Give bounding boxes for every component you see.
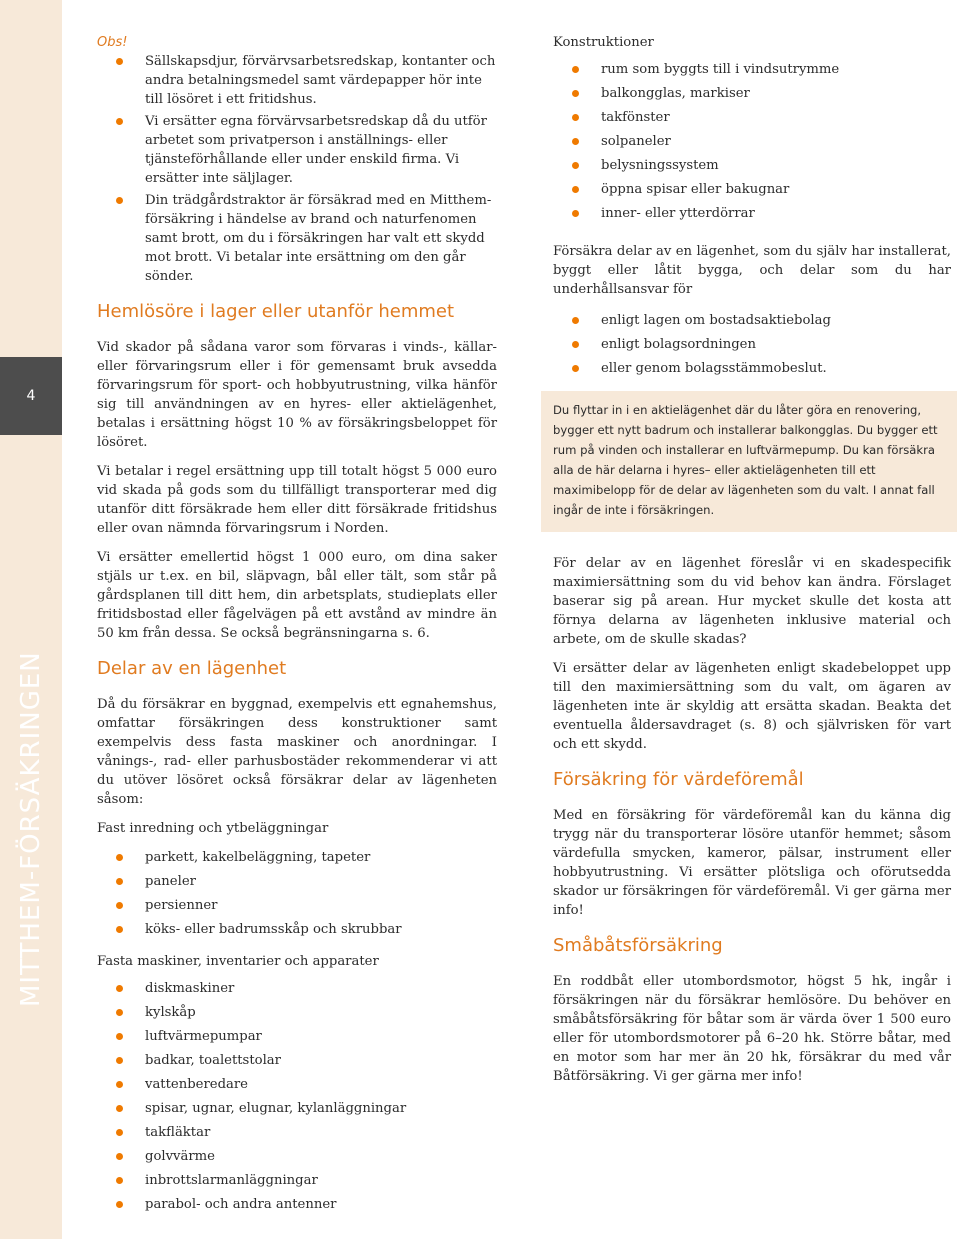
list-item: badkar, toalettstolar (97, 1049, 497, 1073)
bullet-icon (572, 341, 579, 348)
bullet-icon (116, 118, 123, 125)
bullet-icon (572, 66, 579, 73)
list-item: enligt bolagsordningen (553, 333, 951, 357)
bullet-icon (116, 1057, 123, 1064)
bullet-icon (116, 926, 123, 933)
heading-smabat: Småbåtsförsäkring (553, 935, 723, 956)
bullet-icon (572, 186, 579, 193)
bullet-icon (572, 138, 579, 145)
list-item: öppna spisar eller bakugnar (553, 178, 951, 202)
heading-delar: Delar av en lägenhet (97, 658, 287, 679)
list-item: golvvärme (97, 1145, 497, 1169)
inredning-list (97, 846, 497, 942)
label-maskiner: Fasta maskiner, inventarier och apparater (97, 954, 379, 969)
bullet-icon (116, 1033, 123, 1040)
list-item: parabol- och andra antenner (97, 1193, 497, 1217)
bullet-icon (572, 114, 579, 121)
list-item: diskmaskiner (97, 977, 497, 1001)
list-item: rum som byggts till i vindsutrymme (553, 58, 951, 82)
list-item: spisar, ugnar, elugnar, kylanläggningar (97, 1097, 497, 1121)
list-item: takfläktar (97, 1121, 497, 1145)
bullet-icon (116, 902, 123, 909)
list-item: Sällskapsdjur, förvärvsarbetsredskap, kontanter och andra betalningsmedel samt värdepapper hör inte till lösöret i ett fritidshus. (97, 52, 497, 109)
list-item: Vi ersätter egna förvärvsarbetsredskap då du utför arbetet som privatperson i anställnings- eller tjänsteförhållande eller under enskild firma. Vi ersätter inte säljlager. (97, 112, 497, 188)
list-item: inner- eller ytterdörrar (553, 202, 951, 226)
paragraph: Med en försäkring för värdeföremål kan du känna dig trygg när du transporterar lösöre utanför hemmet; såsom värdefulla smycken, kameror, pälsar, instrument eller hobbyutrustning. Vi ersätter plötsliga och oförutsedda skador ur försäkringen för värdeföremål. Vi ger gärna mer info! (553, 808, 951, 918)
label-konstruktioner: Konstruktioner (553, 35, 654, 50)
list-item: paneler (97, 870, 497, 894)
sidebar-title: MITTHEM-FÖRSÄKRINGEN (16, 651, 46, 1007)
list-item: parkett, kakelbeläggning, tapeter (97, 846, 497, 870)
list-item: enligt lagen om bostadsaktiebolag (553, 309, 951, 333)
heading-vardeforemal: Försäkring för värdeföremål (553, 769, 804, 790)
list-item: solpaneler (553, 130, 951, 154)
bullet-icon (116, 58, 123, 65)
bullet-icon (116, 197, 123, 204)
list-item: köks- eller badrumsskåp och skrubbar (97, 918, 497, 942)
paragraph: Vi betalar i regel ersättning upp till totalt högst 5 000 euro vid skada på gods som du tillfälligt transporterar med dig utanför ditt försäkrade hem eller ditt försäkrade fritidshus eller ovan nämnda förvaringsrum i Norden. (97, 464, 497, 536)
bullet-icon (116, 1153, 123, 1160)
list-item: Din trädgårdstraktor är försäkrad med en Mitthem-försäkring i händelse av brand och naturfenomen samt brott, om du i försäkringen har valt ett skydd mot brott. Vi betalar inte ersättning om den går sönder. (97, 191, 497, 286)
info-callout: Du flyttar in i en aktielägenhet där du låter göra en renovering, bygger ett nytt badrum och installerar balkongglas. Du bygger ett rum på vinden och installerar en luftvärmepump. Du kan försäkra alla de här delarna i hyres– eller aktielägenheten till ett maximibelopp för de delar av lägenheten som du valt. I annat fall ingår de inte i försäkringen. (541, 391, 957, 532)
paragraph: En roddbåt eller utombordsmotor, högst 5 hk, ingår i försäkringen när du försäkrar hemlösöre. Du behöver en småbåtsförsäkring för båtar som är värda över 1 500 euro eller för utombordsmotorer på 6–20 hk. Större båtar, med en motor som har mer än 20 hk, försäkrar du med vår Båtförsäkring. Vi ger gärna mer info! (553, 974, 951, 1084)
list-item: takfönster (553, 106, 951, 130)
label-inredning: Fast inredning och ytbeläggningar (97, 821, 329, 836)
bullet-icon (116, 878, 123, 885)
bullet-icon (572, 90, 579, 97)
list-item: kylskåp (97, 1001, 497, 1025)
paragraph: Vid skador på sådana varor som förvaras i vinds-, källar- eller förvaringsrum eller i för gemensamt bruk avsedda förvaringsrum för sport- och hobbyutrustning, vilka hänför sig till användningen av en hyres- eller aktielägenhet, betalas i ersättning högst 10 % av försäkringsbeloppet för lösöret. (97, 340, 497, 450)
sidebar (0, 0, 62, 1239)
bullet-icon (116, 1177, 123, 1184)
maskiner-list (97, 977, 497, 1217)
bullet-icon (116, 1129, 123, 1136)
bullet-icon (116, 985, 123, 992)
obs-list (97, 52, 497, 286)
list-item: vattenberedare (97, 1073, 497, 1097)
right-column (553, 33, 951, 1096)
konstruktioner-list (553, 58, 951, 226)
heading-hemlosore: Hemlösöre i lager eller utanför hemmet (97, 301, 455, 322)
bullet-icon (116, 854, 123, 861)
bullet-icon (116, 1201, 123, 1208)
list-item: inbrottslarmanläggningar (97, 1169, 497, 1193)
bullet-icon (572, 317, 579, 324)
bullet-icon (116, 1105, 123, 1112)
list-item: belysningssystem (553, 154, 951, 178)
list-item: balkongglas, markiser (553, 82, 951, 106)
list-item: persienner (97, 894, 497, 918)
left-column (97, 33, 497, 1217)
bullet-icon (116, 1009, 123, 1016)
paragraph: För delar av en lägenhet föreslår vi en skadespecifik maximiersättning som du vid behov kan ändra. Förslaget baserar sig på arean. Hur mycket skulle det kosta att förnya delarna av lägenheten inklusive material och arbete, om de skulle skadas? (553, 556, 951, 647)
list-item: luftvärmepumpar (97, 1025, 497, 1049)
bullet-icon (572, 162, 579, 169)
paragraph: Då du försäkrar en byggnad, exempelvis ett egnahemshus, omfattar försäkringen dess konstruktioner samt exempelvis dess fasta maskiner och anordningar. I vånings-, rad- eller parhusbostäder rekommenderar vi att du utöver lösöret också försäkrar delar av lägenheten såsom: (97, 697, 497, 807)
page-number: 4 (0, 357, 62, 435)
obs-label: Obs! (97, 35, 128, 50)
bullet-icon (572, 210, 579, 217)
paragraph: Vi ersätter emellertid högst 1 000 euro, om dina saker stjäls ur t.ex. en bil, släpvagn, bål eller tält, som står på gårdsplanen till ditt hem, din arbetsplats, studieplats eller fritidsbostad eller fågelvägen på ett avstånd av mindre än 50 km från dessa. Se också begränsningarna s. 6. (97, 550, 497, 641)
list-item: eller genom bolagsstämmobeslut. (553, 357, 951, 381)
forsakra-list (553, 309, 951, 381)
bullet-icon (572, 365, 579, 372)
paragraph: Försäkra delar av en lägenhet, som du själv har installerat, byggt eller låtit bygga, och delar som du har underhållsansvar för (553, 244, 951, 297)
paragraph: Vi ersätter delar av lägenheten enligt skadebeloppet upp till den maximiersättning som du valt, om ägaren av lägenheten inte är skyldig att ersätta skadan. Beakta det eventuella åldersavdraget (s. 8) och självrisken för vart och ett skydd. (553, 661, 951, 752)
bullet-icon (116, 1081, 123, 1088)
